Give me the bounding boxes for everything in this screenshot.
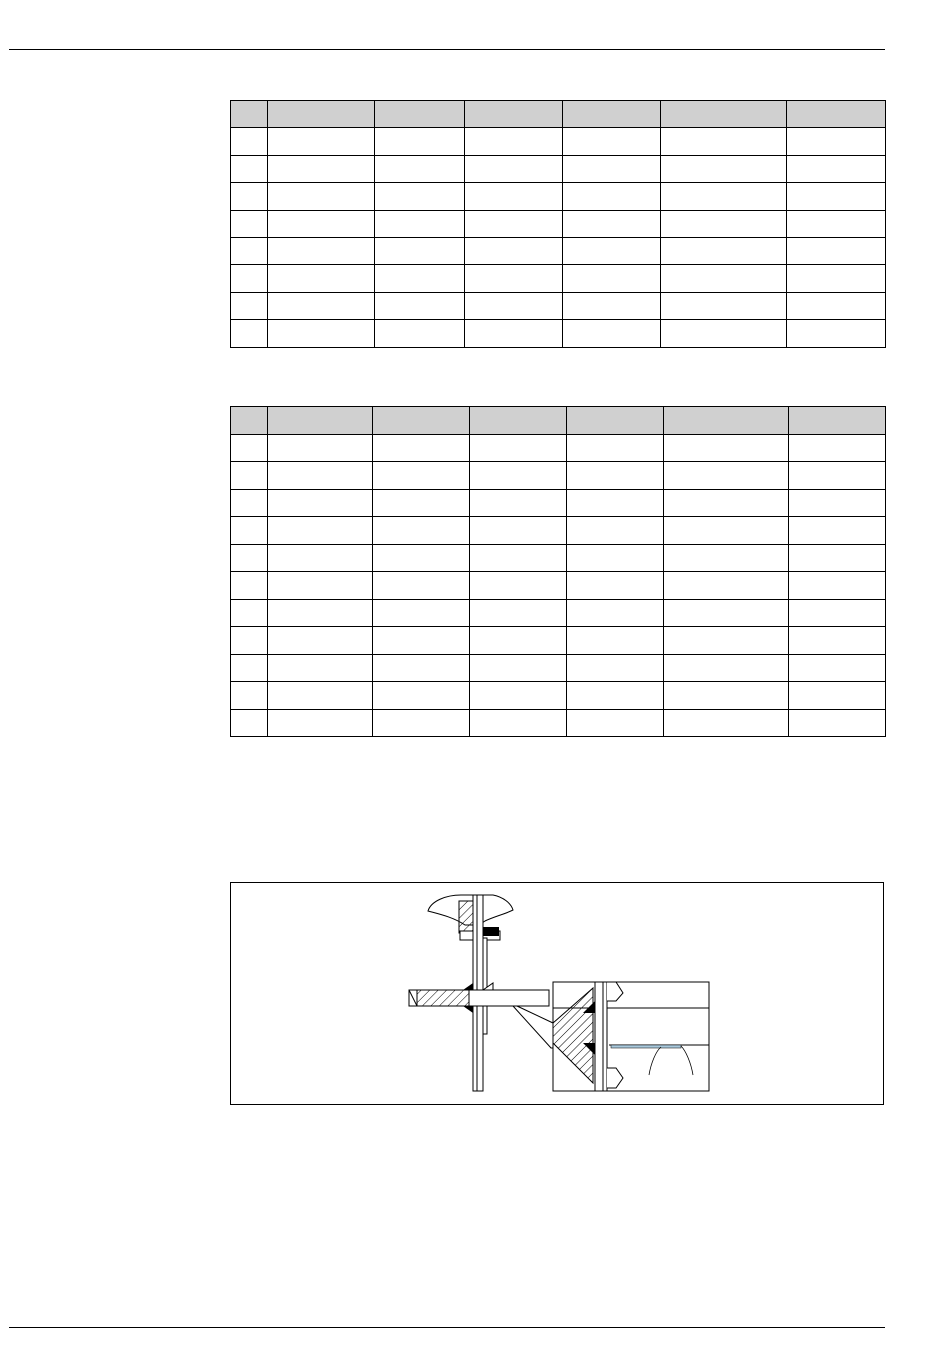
- weld-cross-section-drawing: [231, 883, 885, 1106]
- table-cell: [231, 237, 268, 264]
- table-cell: [231, 183, 268, 210]
- table-cell: [465, 237, 563, 264]
- table-cell: [567, 489, 664, 517]
- header-cell: [268, 407, 373, 435]
- table-cell: [470, 654, 567, 682]
- table-cell: [470, 489, 567, 517]
- table-cell: [268, 237, 375, 264]
- header-cell: [563, 101, 661, 128]
- table-row: [231, 434, 886, 462]
- table-cell: [563, 237, 661, 264]
- data-table-2: [230, 406, 886, 737]
- header-cell: [789, 407, 886, 435]
- table-cell: [787, 237, 886, 264]
- table-cell: [465, 128, 563, 155]
- table-cell: [268, 183, 375, 210]
- table-cell: [268, 128, 375, 155]
- table-cell: [787, 320, 886, 347]
- table-cell: [664, 462, 789, 490]
- table-cell: [465, 265, 563, 292]
- table-cell: [465, 320, 563, 347]
- table-cell: [563, 128, 661, 155]
- table-cell: [470, 462, 567, 490]
- header-cell: [465, 101, 563, 128]
- table-cell: [789, 654, 886, 682]
- table-cell: [470, 434, 567, 462]
- table-cell: [373, 709, 470, 737]
- header-cell: [231, 101, 268, 128]
- table-cell: [789, 462, 886, 490]
- table-row: [231, 265, 886, 292]
- table-cell: [373, 489, 470, 517]
- table-cell: [470, 599, 567, 627]
- table-cell: [373, 462, 470, 490]
- table-cell: [664, 654, 789, 682]
- header-cell: [375, 101, 465, 128]
- table-cell: [661, 128, 787, 155]
- table-cell: [787, 155, 886, 182]
- table-row: [231, 128, 886, 155]
- table-cell: [373, 434, 470, 462]
- table-row: [231, 183, 886, 210]
- table-cell: [789, 599, 886, 627]
- table-cell: [787, 128, 886, 155]
- table-cell: [373, 544, 470, 572]
- table-cell: [268, 654, 373, 682]
- table-cell: [567, 709, 664, 737]
- table-cell: [231, 654, 268, 682]
- table-cell: [567, 462, 664, 490]
- table-cell: [268, 599, 373, 627]
- table-cell: [231, 210, 268, 237]
- table-row: [231, 489, 886, 517]
- table-header-row: [231, 101, 886, 128]
- table-cell: [375, 210, 465, 237]
- header-cell: [470, 407, 567, 435]
- table-cell: [789, 709, 886, 737]
- table-cell: [787, 265, 886, 292]
- table-cell: [661, 210, 787, 237]
- table-cell: [567, 544, 664, 572]
- table-cell: [470, 572, 567, 600]
- table-cell: [268, 544, 373, 572]
- table-cell: [268, 155, 375, 182]
- table-cell: [664, 517, 789, 545]
- table-cell: [268, 627, 373, 655]
- table-row: [231, 462, 886, 490]
- table-row: [231, 572, 886, 600]
- table-cell: [268, 517, 373, 545]
- table-cell: [231, 155, 268, 182]
- table-cell: [231, 292, 268, 319]
- table-cell: [470, 627, 567, 655]
- table-cell: [373, 627, 470, 655]
- table-cell: [563, 320, 661, 347]
- table-cell: [470, 544, 567, 572]
- header-cell: [664, 407, 789, 435]
- table-cell: [789, 434, 886, 462]
- table-row: [231, 682, 886, 710]
- table-cell: [268, 709, 373, 737]
- table-cell: [789, 682, 886, 710]
- table-cell: [375, 155, 465, 182]
- table-cell: [470, 682, 567, 710]
- table-cell: [664, 489, 789, 517]
- table-cell: [268, 489, 373, 517]
- table-cell: [789, 544, 886, 572]
- table-cell: [375, 265, 465, 292]
- header-cell: [787, 101, 886, 128]
- table-row: [231, 627, 886, 655]
- table-cell: [787, 183, 886, 210]
- footer-rule: [9, 1327, 885, 1328]
- table-cell: [373, 682, 470, 710]
- table-cell: [470, 517, 567, 545]
- header-cell: [268, 101, 375, 128]
- table-cell: [268, 265, 375, 292]
- table-cell: [268, 292, 375, 319]
- table-cell: [789, 572, 886, 600]
- table-cell: [231, 265, 268, 292]
- table-row: [231, 320, 886, 347]
- table-cell: [465, 183, 563, 210]
- table-cell: [661, 320, 787, 347]
- header-rule: [9, 49, 885, 50]
- table-cell: [563, 210, 661, 237]
- table-cell: [664, 544, 789, 572]
- table-cell: [268, 572, 373, 600]
- table-cell: [661, 155, 787, 182]
- table-cell: [789, 627, 886, 655]
- table-cell: [373, 572, 470, 600]
- table-cell: [231, 517, 268, 545]
- table-cell: [375, 183, 465, 210]
- table-cell: [470, 709, 567, 737]
- table-cell: [268, 210, 375, 237]
- table-cell: [661, 237, 787, 264]
- header-cell: [567, 407, 664, 435]
- table-cell: [268, 320, 375, 347]
- table-cell: [664, 599, 789, 627]
- table-cell: [567, 654, 664, 682]
- table-row: [231, 292, 886, 319]
- table-row: [231, 237, 886, 264]
- table-cell: [231, 462, 268, 490]
- table-cell: [563, 183, 661, 210]
- table-cell: [375, 237, 465, 264]
- table-cell: [664, 572, 789, 600]
- table-cell: [375, 320, 465, 347]
- table-cell: [373, 654, 470, 682]
- table-cell: [465, 292, 563, 319]
- table-cell: [375, 128, 465, 155]
- table-cell: [465, 155, 563, 182]
- table-cell: [231, 572, 268, 600]
- table-cell: [664, 434, 789, 462]
- data-table-1: [230, 100, 886, 348]
- table-cell: [664, 682, 789, 710]
- table-cell: [787, 210, 886, 237]
- table-cell: [787, 292, 886, 319]
- table-cell: [375, 292, 465, 319]
- table-row: [231, 517, 886, 545]
- table-cell: [231, 320, 268, 347]
- table-cell: [231, 599, 268, 627]
- table-header-row: [231, 407, 886, 435]
- table-row: [231, 654, 886, 682]
- table-cell: [373, 517, 470, 545]
- table-row: [231, 544, 886, 572]
- table-cell: [231, 627, 268, 655]
- table-cell: [567, 517, 664, 545]
- table-cell: [664, 709, 789, 737]
- table-cell: [563, 155, 661, 182]
- table-cell: [231, 489, 268, 517]
- table-cell: [567, 599, 664, 627]
- header-cell: [373, 407, 470, 435]
- table-cell: [664, 627, 789, 655]
- table-row: [231, 709, 886, 737]
- table-cell: [661, 183, 787, 210]
- table-cell: [231, 128, 268, 155]
- table-cell: [567, 434, 664, 462]
- table-cell: [563, 292, 661, 319]
- table-cell: [465, 210, 563, 237]
- header-cell: [231, 407, 268, 435]
- table-cell: [661, 292, 787, 319]
- table-cell: [789, 489, 886, 517]
- header-cell: [661, 101, 787, 128]
- table-cell: [567, 572, 664, 600]
- table-cell: [567, 627, 664, 655]
- table-cell: [268, 682, 373, 710]
- table-cell: [231, 544, 268, 572]
- table-cell: [231, 682, 268, 710]
- table-cell: [231, 709, 268, 737]
- table-cell: [567, 682, 664, 710]
- table-row: [231, 155, 886, 182]
- table-cell: [268, 462, 373, 490]
- figure-box: [230, 882, 884, 1105]
- table-cell: [661, 265, 787, 292]
- table-row: [231, 599, 886, 627]
- table-cell: [563, 265, 661, 292]
- table-row: [231, 210, 886, 237]
- table-cell: [789, 517, 886, 545]
- table-cell: [373, 599, 470, 627]
- table-cell: [268, 434, 373, 462]
- table-cell: [231, 434, 268, 462]
